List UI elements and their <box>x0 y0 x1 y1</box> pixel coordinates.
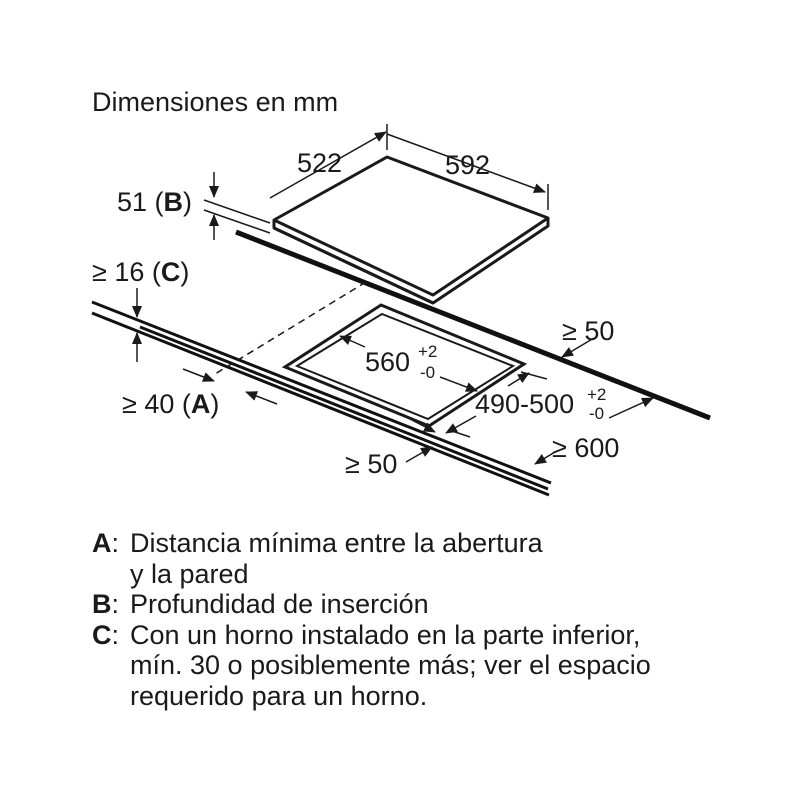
dim-cutout-depth-tol-upper: +2 <box>587 385 607 404</box>
legend-sep-b: : <box>111 589 120 619</box>
legend-key-c: C <box>92 619 112 650</box>
legend-item-c <box>92 620 782 712</box>
dim-wall-distance-arrow-right <box>246 392 277 404</box>
dim-hob-depth-label: 522 <box>297 148 343 178</box>
dim-wall-distance-arrow-left <box>183 369 214 381</box>
dim-insertion-label: 51 (B) <box>117 187 193 217</box>
legend-text-a-line1: Distancia mínima entre la abertura <box>130 528 543 558</box>
legend <box>92 528 782 711</box>
dim-back-clearance <box>562 316 614 357</box>
dim-worktop-depth-arrow-top <box>609 398 653 418</box>
dim-oven-gap-label: ≥ 16 (C) <box>92 257 190 287</box>
legend-text-b-line1: Profundidad de inserción <box>130 589 429 619</box>
legend-text-c-line3: requerido para un horno. <box>130 680 428 711</box>
hob <box>274 157 548 303</box>
dim-wall-distance-label: ≥ 40 (A) <box>122 389 220 419</box>
dim-front-clearance-arrow-bottom <box>406 447 432 462</box>
legend-text-a-line2: y la pared <box>130 558 249 589</box>
legend-key-a: A <box>92 528 112 558</box>
dim-cutout-depth-label: 490-500 <box>475 389 575 419</box>
dim-cutout-depth-arrow-top <box>508 373 529 386</box>
dim-cutout-width-tol-upper: +2 <box>418 342 438 361</box>
dim-front-clearance-label: ≥ 50 <box>345 449 398 479</box>
diagram-title: Dimensiones en mm <box>92 87 339 117</box>
dim-cutout-width-label: 560 <box>365 347 411 377</box>
legend-sep-c: : <box>111 619 120 650</box>
legend-text-c-line1: Con un horno instalado en la parte inferior, <box>130 619 641 650</box>
dim-back-clearance-label: ≥ 50 <box>562 316 615 346</box>
dim-cutout-width-tol-lower: -0 <box>420 363 436 382</box>
dim-insertion-depth <box>117 172 270 240</box>
legend-item-a <box>92 528 782 589</box>
dim-cutout-depth-tol-lower: -0 <box>589 404 605 423</box>
legend-text-c-line2: mín. 30 o posiblemente más; ver el espacio <box>130 650 651 680</box>
dim-hob-width-label: 592 <box>445 150 491 180</box>
dim-worktop-depth-label: ≥ 600 <box>552 433 620 463</box>
legend-key-b: B <box>92 589 112 619</box>
legend-sep-a: : <box>111 528 120 558</box>
legend-item-b <box>92 589 782 620</box>
dim-cutout-depth-ext-bottom <box>449 430 470 437</box>
